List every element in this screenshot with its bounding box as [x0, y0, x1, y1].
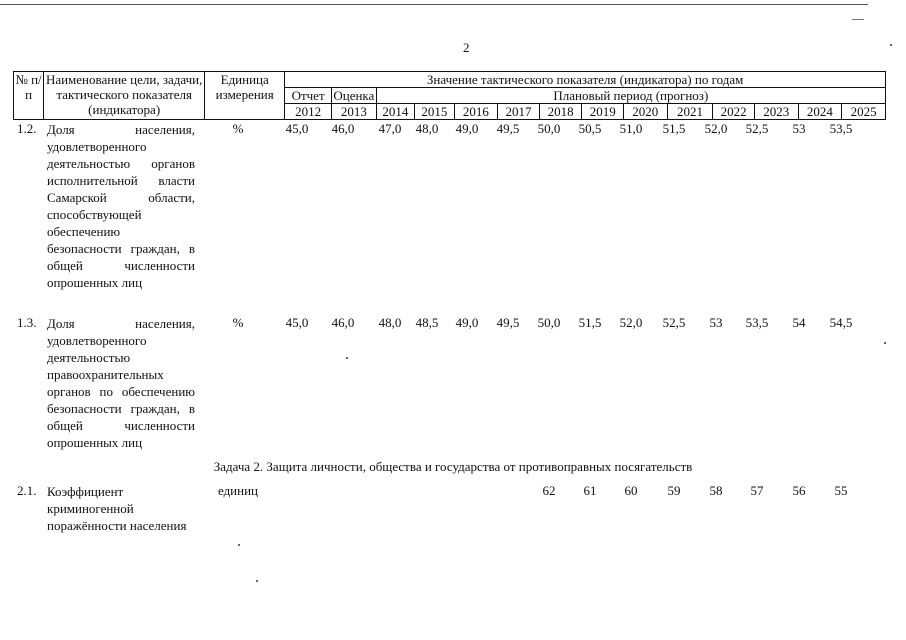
row-indicator-name: Коэффициент криминогенной поражённости населения: [47, 484, 187, 533]
row-indicator-name: Доля населения, удовлетворенного деятельностью правоохранительных органов по обеспечению безопасности граждан, в общей численности опрошенных лиц: [47, 316, 195, 450]
value-cell: 49,5: [496, 121, 520, 136]
value-cell: 51,0: [619, 121, 643, 136]
value-cell: 52,0: [619, 315, 643, 330]
header-report: Отчет: [285, 88, 332, 104]
value-cell: 51,5: [662, 121, 686, 136]
page-number: 2: [463, 40, 470, 55]
header-values-title: Значение тактического показателя (индикатора) по годам: [285, 72, 886, 88]
value-cell: 58: [709, 483, 723, 498]
header-year: 2015: [415, 104, 454, 120]
value-cell: 50,5: [578, 121, 602, 136]
value-cell: 54: [792, 315, 806, 330]
header-year: 2012: [285, 104, 332, 120]
header-year: 2025: [842, 104, 886, 120]
row-unit: %: [232, 315, 244, 330]
row-number: 1.3.: [17, 315, 37, 330]
header-year: 2016: [454, 104, 498, 120]
row-unit: %: [232, 121, 244, 136]
value-cell: 52,0: [704, 121, 728, 136]
value-cell: 49,5: [496, 315, 520, 330]
value-cell: 50,0: [537, 315, 561, 330]
scan-speck: [346, 357, 348, 359]
value-cell: 62: [542, 483, 556, 498]
value-cell: 47,0: [378, 121, 402, 136]
value-cell: 50,0: [537, 121, 561, 136]
row-number: 1.2.: [17, 121, 37, 136]
value-cell: 46,0: [331, 121, 355, 136]
scan-speck: [884, 342, 886, 344]
header-year: 2020: [623, 104, 667, 120]
header-estimate: Оценка: [333, 88, 375, 103]
value-cell: 48,0: [415, 121, 439, 136]
value-cell: 53,5: [829, 121, 853, 136]
header-year: 2024: [798, 104, 842, 120]
value-cell: 55: [834, 483, 848, 498]
value-cell: 53: [792, 121, 806, 136]
row-indicator-name: Доля населения, удовлетворенного деятельностью органов исполнительной власти Самарской области, способствующей обеспечению безопасности граждан, в общей численности опрошенных лиц: [47, 122, 195, 290]
value-cell: 48,0: [378, 315, 402, 330]
value-cell: 52,5: [662, 315, 686, 330]
value-cell: 53: [709, 315, 723, 330]
scan-edge-mark: [852, 19, 864, 20]
value-cell: 45,0: [285, 121, 309, 136]
header-year: 2017: [498, 104, 540, 120]
value-cell: 57: [750, 483, 764, 498]
value-cell: 56: [792, 483, 806, 498]
header-col-number: № п/п: [14, 72, 44, 120]
value-cell: 48,5: [415, 315, 439, 330]
value-cell: 61: [583, 483, 597, 498]
header-year: 2021: [667, 104, 713, 120]
value-cell: 45,0: [285, 315, 309, 330]
header-year: 2022: [713, 104, 755, 120]
header-year: 2023: [754, 104, 798, 120]
value-cell: 59: [667, 483, 681, 498]
scan-speck: [890, 44, 892, 46]
scan-speck: [256, 580, 258, 582]
scan-speck: [238, 544, 240, 546]
value-cell: 52,5: [745, 121, 769, 136]
value-cell: 49,0: [455, 121, 479, 136]
task-section-title: Задача 2. Защита личности, общества и государства от противоправных посягательств: [213, 459, 693, 474]
header-year: 2014: [376, 104, 414, 120]
value-cell: 53,5: [745, 315, 769, 330]
scan-edge-line: [0, 4, 868, 5]
header-plan-period: Плановый период (прогноз): [376, 88, 885, 104]
value-cell: 51,5: [578, 315, 602, 330]
header-year: 2013: [331, 104, 376, 120]
header-year: 2018: [539, 104, 582, 120]
value-cell: 46,0: [331, 315, 355, 330]
value-cell: 60: [624, 483, 638, 498]
indicator-table-header: [13, 71, 886, 120]
header-col-name: Наименование цели, задачи, тактического показателя (индикатора): [44, 72, 205, 120]
row-unit: единиц: [217, 483, 259, 498]
header-year: 2019: [582, 104, 624, 120]
row-number: 2.1.: [17, 483, 37, 498]
value-cell: 54,5: [829, 315, 853, 330]
value-cell: 49,0: [455, 315, 479, 330]
header-col-unit: Единица измерения: [205, 72, 285, 120]
